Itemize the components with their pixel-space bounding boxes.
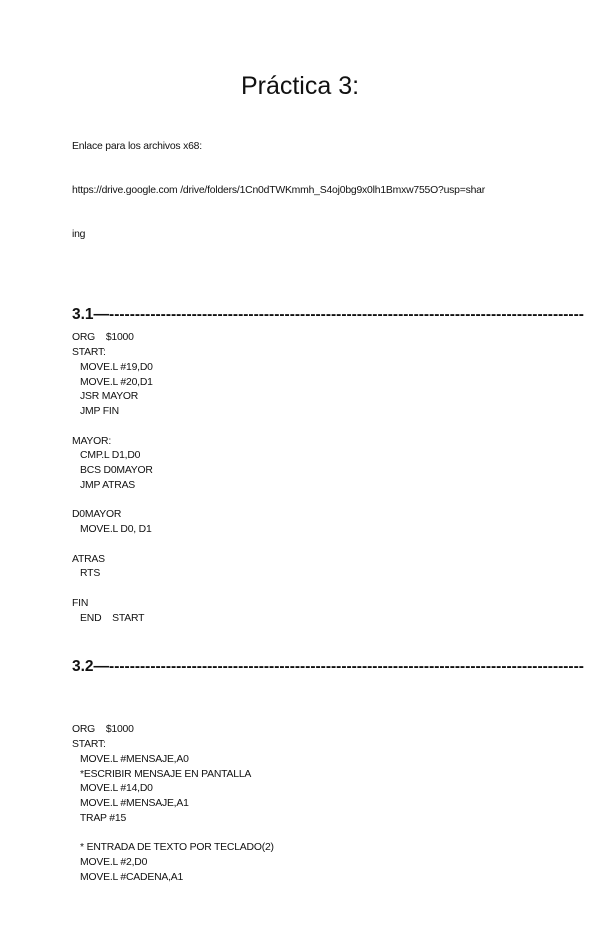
section-heading-3-1: 3.1—-------------------------------------------------------------------------------------------- <box>72 306 584 324</box>
code-line: RTS <box>72 568 101 580</box>
code-line: TRAP #15 <box>72 812 127 824</box>
code-line: * ENTRADA DE TEXTO POR TECLADO(2) <box>72 842 274 854</box>
code-line: ORG $1000 <box>72 724 134 736</box>
intro <box>72 110 600 272</box>
code-line <box>72 827 600 842</box>
code-line <box>72 420 600 435</box>
code-line <box>72 538 600 553</box>
intro-label: Enlace para los archivos x68: <box>72 140 202 152</box>
code-line: D0MAYOR <box>72 509 122 521</box>
drive-link[interactable]: https://drive.google.com /drive/folders/1Cn0dTWKmmh_S4oj0bg9x0lh1Bmxw755O?usp=shar <box>72 184 486 196</box>
code-line: START: <box>72 347 106 358</box>
code-line: ORG $1000 <box>72 332 134 344</box>
code-line: END START <box>72 612 145 624</box>
code-block-3-1 <box>72 331 600 626</box>
code-line: MOVE.L D0, D1 <box>72 524 152 535</box>
code-line: CMP.L D1,D0 <box>72 450 141 462</box>
code-line: *ESCRIBIR MENSAJE EN PANTALLA <box>72 768 252 780</box>
code-line: MOVE.L #MENSAJE,A0 <box>72 753 189 765</box>
code-line: BCS D0MAYOR <box>72 465 153 476</box>
code-line: JMP ATRAS <box>72 479 136 491</box>
code-line: MAYOR: <box>72 435 112 447</box>
page-title: Práctica 3: <box>240 72 360 100</box>
code-line: FIN <box>72 597 89 609</box>
code-line: ATRAS <box>72 553 105 565</box>
code-block-3-2 <box>72 723 600 885</box>
code-line: JSR MAYOR <box>72 391 139 403</box>
code-line: JMP FIN <box>72 406 119 417</box>
code-line: MOVE.L #CADENA,A1 <box>72 871 184 883</box>
drive-link-continued[interactable]: ing <box>72 229 86 240</box>
code-line: MOVE.L #MENSAJE,A1 <box>72 798 189 809</box>
code-line: MOVE.L #20,D1 <box>72 376 153 388</box>
code-line: MOVE.L #2,D0 <box>72 857 148 868</box>
code-line <box>72 494 600 509</box>
code-line <box>72 582 600 597</box>
code-line: START: <box>72 739 106 750</box>
code-line: MOVE.L #14,D0 <box>72 783 153 795</box>
code-line: MOVE.L #19,D0 <box>72 361 153 373</box>
section-heading-3-2: 3.2—-------------------------------------------------------------------------------------------- <box>72 658 584 676</box>
